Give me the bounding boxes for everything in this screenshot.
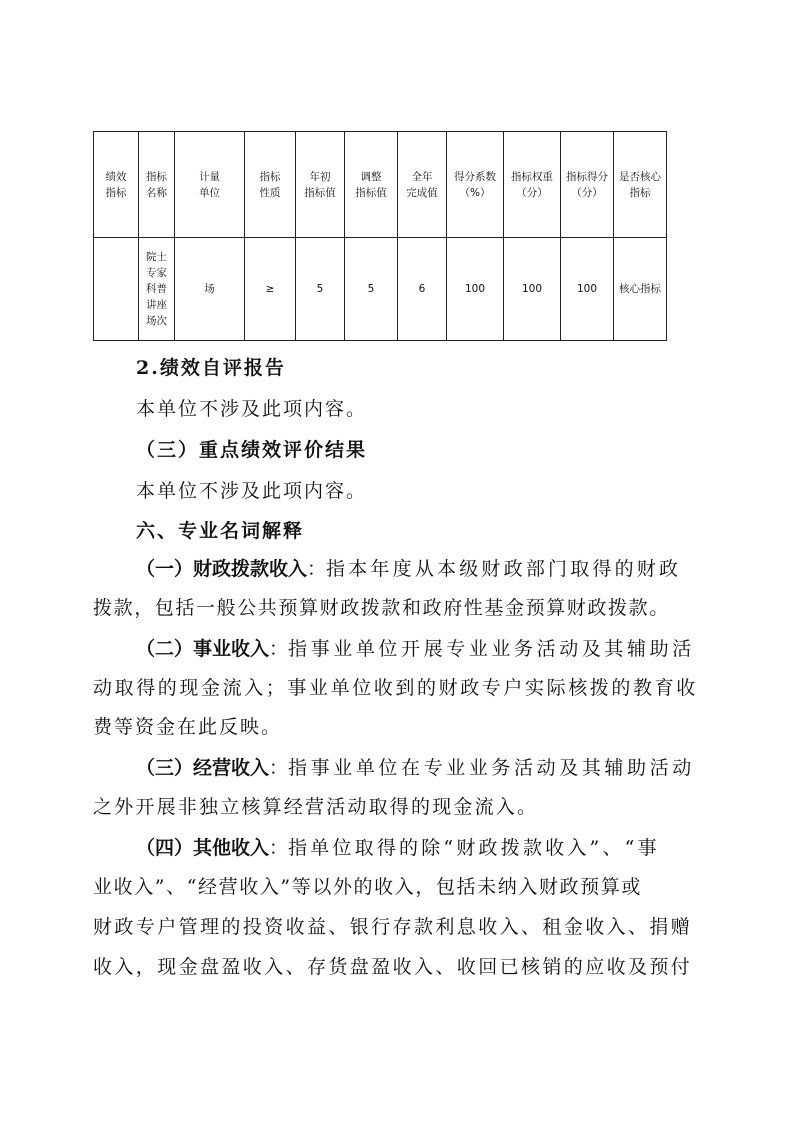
header-line: 指标得分 — [566, 170, 608, 183]
header-line: 名称 — [146, 186, 167, 199]
table-row — [94, 238, 667, 341]
glossary-item-1-line-2: 拨款，包括一般公共预算财政拨款和政府性基金预算财政拨款。 — [93, 597, 670, 619]
weight-cell: 100 — [504, 238, 561, 341]
header-line: 年初 — [309, 170, 331, 183]
header-line: 指标 — [146, 170, 167, 183]
name-line: 科普 — [146, 283, 167, 295]
header-line: （分） — [571, 186, 603, 199]
header-cell — [614, 132, 667, 238]
header-cell — [296, 132, 345, 238]
header-line: 得分系数 — [454, 170, 496, 183]
header-line: 调整 — [360, 170, 382, 183]
glossary-item-4-line-3: 财政专户管理的投资收益、银行存款利息收入、租金收入、捐赠 — [93, 916, 693, 938]
header-cell — [561, 132, 614, 238]
report-text: 本单位不涉及此项内容。 — [136, 398, 368, 420]
glossary-item-2-line-2: 动取得的现金流入；事业单位收到的财政专户实际核拨的教育收 — [93, 677, 698, 699]
glossary-heading: 六、专业名词解释 — [136, 520, 305, 542]
adjusted-value-cell: 5 — [345, 238, 398, 341]
glossary-item-4-line-4: 收入，现金盘盈收入、存货盘盈收入、收回已核销的应收及预付 — [93, 956, 693, 978]
initial-value-cell: 5 — [296, 238, 345, 341]
colon: ： — [269, 638, 289, 660]
header-line: 指标 — [105, 186, 127, 199]
glossary-item-2-line-3: 费等资金在此反映。 — [93, 716, 283, 738]
glossary-item-3-line-2: 之外开展非独立核算经营活动取得的现金流入。 — [93, 796, 539, 818]
glossary-term: （三）经营收入 — [136, 757, 270, 779]
core-indicator-cell: 核心指标 — [614, 238, 667, 341]
glossary-item-4-line-2: 业收入”、“经营收入”等以外的收入，包括未纳入财政预算或 — [93, 876, 642, 898]
glossary-item-1-line-1 — [136, 554, 702, 581]
header-line: 绩效 — [105, 170, 127, 183]
header-line: 指标 — [629, 186, 651, 199]
report-heading: 2.绩效自评报告 — [136, 357, 286, 379]
header-cell — [94, 132, 139, 238]
header-line: 全年 — [411, 170, 433, 183]
header-line: 指标 — [259, 170, 281, 183]
header-line: （%） — [459, 186, 491, 199]
header-cell — [175, 132, 245, 238]
header-line: 单位 — [199, 186, 220, 199]
glossary-text: 指本年度从本级财政部门取得的财政 — [326, 558, 682, 580]
glossary-item-4-line-1 — [136, 833, 702, 860]
glossary-text: 指事业单位在专业业务活动及其辅助活动 — [288, 757, 695, 779]
performance-indicator-table — [93, 131, 667, 341]
colon: ： — [307, 558, 327, 580]
key-results-heading: （三）重点绩效评价结果 — [136, 439, 368, 461]
glossary-term: （四）其他收入 — [136, 837, 270, 859]
colon: ： — [269, 757, 289, 779]
header-line: 指标权重 — [511, 170, 553, 183]
glossary-text: 指单位取得的除“财政拨款收入”、“事 — [288, 837, 660, 859]
unit-cell: 场 — [175, 238, 245, 341]
glossary-term: （二）事业收入 — [136, 638, 270, 660]
header-cell — [447, 132, 504, 238]
glossary-text: 指事业单位开展专业业务活动及其辅助活 — [288, 638, 695, 660]
header-cell — [245, 132, 296, 238]
name-line: 专家 — [146, 267, 167, 279]
colon: ： — [269, 837, 289, 859]
header-cell — [398, 132, 447, 238]
perf-indicator-cell — [94, 238, 139, 341]
header-cell — [139, 132, 175, 238]
glossary-item-3-line-1 — [136, 753, 702, 780]
header-line: 指标值 — [304, 186, 336, 199]
key-results-text: 本单位不涉及此项内容。 — [136, 480, 368, 502]
name-line: 讲座 — [146, 299, 167, 311]
header-cell — [345, 132, 398, 238]
name-line: 场次 — [146, 315, 167, 327]
indicator-name-cell — [139, 238, 175, 341]
header-line: 是否核心 — [619, 170, 661, 183]
header-line: 性质 — [259, 186, 281, 199]
header-line: 完成值 — [406, 186, 438, 199]
glossary-term: （一）财政拨款收入 — [136, 558, 308, 580]
header-line: 指标值 — [355, 186, 387, 199]
completed-value-cell: 6 — [398, 238, 447, 341]
glossary-item-2-line-1 — [136, 634, 702, 661]
header-cell — [504, 132, 561, 238]
header-line: 计量 — [199, 170, 220, 183]
score-cell: 100 — [561, 238, 614, 341]
table-header-row — [94, 132, 667, 238]
header-line: （分） — [516, 186, 548, 199]
name-line: 院士 — [146, 251, 167, 263]
nature-cell: ≥ — [245, 238, 296, 341]
coefficient-cell: 100 — [447, 238, 504, 341]
